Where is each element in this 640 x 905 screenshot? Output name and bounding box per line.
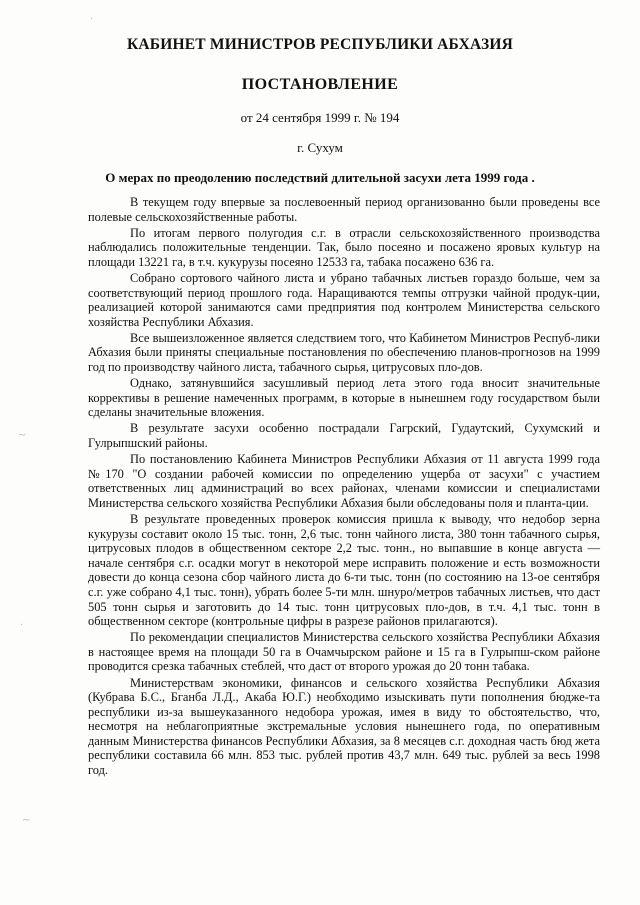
document-city: г. Сухум <box>297 140 343 155</box>
document-subject: О мерах по преодолению последствий длительной засухи лета 1999 года . <box>105 170 535 185</box>
body-paragraph: В результате проведенных проверок комиссия пришла к выводу, что недобор зерна кукурузы составит около 15 тыс. тонн, 2,6 тыс. тонн чайного листа, 380 тонн табачного сырья, цитрусовых плодов в общественном секторе 2,2 тыс. тонн., но выпавшие в конце августа — начале сентября с.г. осадки могут в некоторой мере исправить положение и есть возможности довести до конца сезона сбор чайного листа до 6-ти тыс. тонн (по состоянию на 13-ое сентября с.г. уже собрано 4,1 тыс. тонн), убрать более 5-ти млн. шнуро/метров табачных листьев, что даст 505 тонн сырья и заготовить до 14 тыс. тонн цитрусовых пло-дов, в т.ч. 4,1 тыс. тонн в общественном секторе (контрольные цифры в разрезе районов прилагаются). <box>88 511 600 629</box>
body-paragraph: В текущем году впервые за послевоенный период организованно были проведены все полевые сельскохозяйственные работы. <box>88 195 600 224</box>
scan-speck: · <box>90 14 94 25</box>
scan-speck: · <box>20 620 24 631</box>
document-date: от 24 сентября 1999 г. № 194 <box>240 110 400 125</box>
body-paragraph: Министерствам экономики, финансов и сельского хозяйства Республики Абхазия (Кубрава Б.С., Бганба Л.Д., Акаба Ю.Г.) необходимо изыскивать пути пополнения бюдже-та республики из-за вышеуказанного недобора урожая, имея в виду то обстоятельство, что, несмотря на неблагоприятные экстремальные условия нынешнего года, по оперативным данным Министерства финансов Республики Абхазия, за 8 месяцев с.г. доходная часть бюд жета республики составила 66 млн. 853 тыс. рублей против 43,7 млн. 649 тыс. рублей за весь 1998 год. <box>88 675 600 778</box>
body-paragraph: По итогам первого полугодия с.г. в отрасли сельскохозяйственного производства наблюдались положительные тенденции. Так, было посеяно и посажено яровых культур на площади 13221 га, в т.ч. кукурузы посеяно 12533 га, табака посажено 636 га. <box>88 225 600 269</box>
body-paragraph: Собрано сортового чайного листа и убрано табачных листьев гораздо больше, чем за соответствующий период прошлого года. Наращиваются темпы отгрузки чайной продук-ции, реализацией которой занимаются сами предприятия под контролем Министерства сельского хозяйства Республики Абхазия. <box>88 270 600 329</box>
body-paragraph: В результате засухи особенно пострадали Гагрский, Гудаутский, Сухумский и Гулрыпшский районы. <box>88 421 600 450</box>
body-paragraph: По постановлению Кабинета Министров Республики Абхазия от 11 августа 1999 года №170 "О создании рабочей комиссии по определению ущерба от засухи" с участием ответственных лиц администраций во всех районах, членами комиссии и специалистами Министерства сельского хозяйства Республики Абхазия были обследованы поля и планта-ции. <box>88 452 600 510</box>
organization-title: КАБИНЕТ МИНИСТРОВ РЕСПУБЛИКИ АБХАЗИЯ <box>126 36 514 53</box>
body-paragraph: Все вышеизложенное является следствием того, что Кабинетом Министров Респуб-лики Абхазия были приняты специальные постановления по обеспечению планов-прогнозов на 1999 год по производству чайного листа, табачного сырья, цитрусовых пло-дов. <box>88 330 600 375</box>
scan-speck: ~ <box>22 815 31 826</box>
body-paragraph: Однако, затянувшийся засушливый период лета этого года вносит значительные коррективы в решение намеченных программ, в которые в нынешнем году государством были сделаны значительные вложения. <box>88 376 600 420</box>
document-body <box>88 195 600 779</box>
document-type: ПОСТАНОВЛЕНИЕ <box>241 76 399 93</box>
scan-speck: ~ <box>18 430 27 441</box>
body-paragraph: По рекомендации специалистов Министерства сельского хозяйства Республики Абхазия в настоящее время на площади 50 га в Очамчырском районе и 15 га в Гулрыпш-ском районе проводится срезка табачных стеблей, что даст от второго урожая до 20 тонн табака. <box>88 630 600 674</box>
